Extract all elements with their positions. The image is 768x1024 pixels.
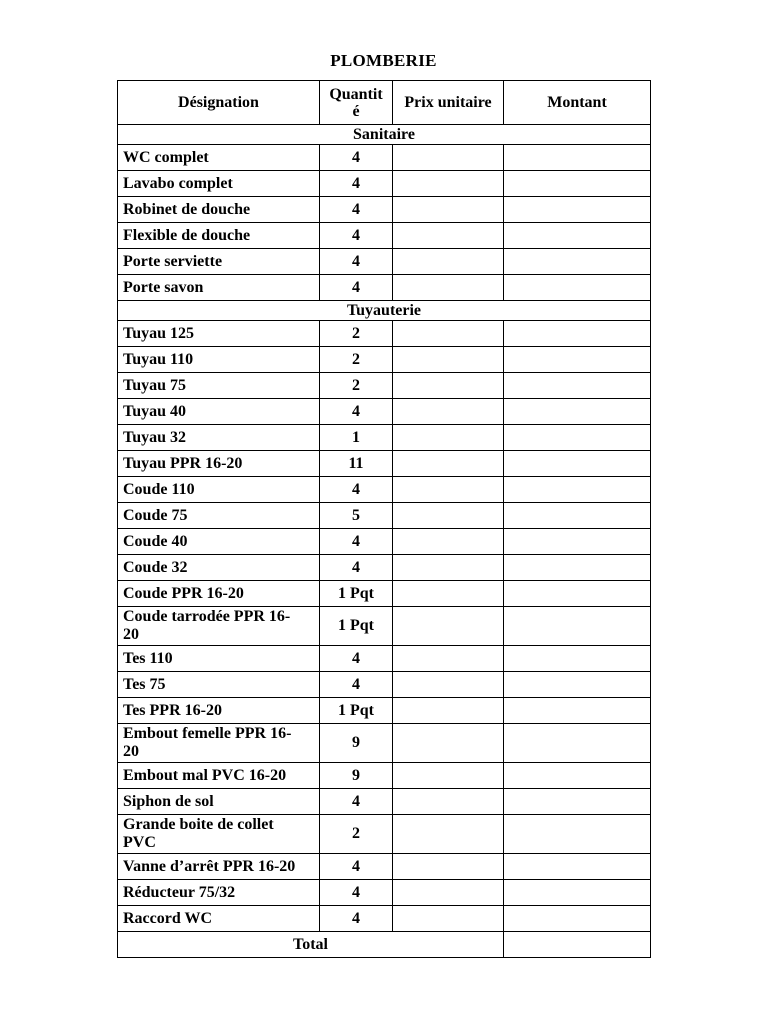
cell-quantite: 1 Pqt (320, 698, 393, 724)
cell-montant (504, 815, 651, 854)
table-row (118, 399, 651, 425)
cell-montant (504, 223, 651, 249)
table-row (118, 197, 651, 223)
cell-quantite: 1 Pqt (320, 607, 393, 646)
table-row (118, 555, 651, 581)
cell-quantite: 11 (320, 451, 393, 477)
cell-quantite: 4 (320, 555, 393, 581)
cell-designation: Porte serviette (118, 249, 320, 275)
total-row (118, 932, 651, 958)
table-row (118, 672, 651, 698)
col-header-quantite-label: Quantité (329, 85, 383, 120)
cell-montant (504, 477, 651, 503)
cell-designation: Tuyau 125 (118, 321, 320, 347)
cell-montant (504, 672, 651, 698)
cell-designation: Siphon de sol (118, 789, 320, 815)
table-row (118, 477, 651, 503)
cell-quantite: 4 (320, 854, 393, 880)
cell-designation: Tuyau PPR 16-20 (118, 451, 320, 477)
cell-prix-unitaire (393, 145, 504, 171)
section-row (118, 125, 651, 145)
cell-designation: Tuyau 75 (118, 373, 320, 399)
table-row (118, 275, 651, 301)
table-row (118, 906, 651, 932)
cell-montant (504, 425, 651, 451)
cell-designation: Coude 110 (118, 477, 320, 503)
cell-designation: Coude 75 (118, 503, 320, 529)
cell-montant (504, 249, 651, 275)
cell-montant (504, 880, 651, 906)
cell-montant (504, 789, 651, 815)
cell-prix-unitaire (393, 503, 504, 529)
cell-montant (504, 171, 651, 197)
cell-designation: Réducteur 75/32 (118, 880, 320, 906)
cell-designation: Lavabo complet (118, 171, 320, 197)
cell-montant (504, 607, 651, 646)
cell-prix-unitaire (393, 763, 504, 789)
cell-designation: Coude 40 (118, 529, 320, 555)
table-row (118, 425, 651, 451)
table-row (118, 607, 651, 646)
section-label: Tuyauterie (118, 301, 651, 321)
cell-quantite: 4 (320, 171, 393, 197)
cell-prix-unitaire (393, 646, 504, 672)
cell-quantite: 9 (320, 724, 393, 763)
page-title: PLOMBERIE (330, 51, 437, 70)
cell-montant (504, 724, 651, 763)
cell-prix-unitaire (393, 425, 504, 451)
cell-quantite: 2 (320, 347, 393, 373)
cell-quantite: 4 (320, 789, 393, 815)
cell-quantite: 4 (320, 529, 393, 555)
table-row (118, 347, 651, 373)
table-row (118, 880, 651, 906)
document-content (117, 51, 650, 958)
cell-prix-unitaire (393, 672, 504, 698)
table-row (118, 223, 651, 249)
cell-designation: Robinet de douche (118, 197, 320, 223)
cell-designation: Raccord WC (118, 906, 320, 932)
cell-montant (504, 197, 651, 223)
cell-designation: Tuyau 32 (118, 425, 320, 451)
cell-designation: Coude PPR 16-20 (118, 581, 320, 607)
table-body (118, 125, 651, 958)
cell-designation: Embout femelle PPR 16-20 (118, 724, 320, 763)
cell-prix-unitaire (393, 854, 504, 880)
cell-designation: Flexible de douche (118, 223, 320, 249)
cell-prix-unitaire (393, 275, 504, 301)
total-montant (504, 932, 651, 958)
table-row (118, 815, 651, 854)
cell-designation: Tes 110 (118, 646, 320, 672)
cell-quantite: 4 (320, 906, 393, 932)
cell-designation: Tes 75 (118, 672, 320, 698)
cell-prix-unitaire (393, 581, 504, 607)
cell-quantite: 4 (320, 646, 393, 672)
cell-montant (504, 529, 651, 555)
cell-prix-unitaire (393, 451, 504, 477)
cell-designation: WC complet (118, 145, 320, 171)
cell-designation: Coude 32 (118, 555, 320, 581)
cell-montant (504, 321, 651, 347)
cell-designation: Tes PPR 16-20 (118, 698, 320, 724)
table-row (118, 789, 651, 815)
cell-montant (504, 854, 651, 880)
section-label: Sanitaire (118, 125, 651, 145)
table-row (118, 249, 651, 275)
cell-prix-unitaire (393, 399, 504, 425)
total-label: Total (118, 932, 504, 958)
cell-prix-unitaire (393, 607, 504, 646)
table-row (118, 171, 651, 197)
cell-prix-unitaire (393, 197, 504, 223)
cell-prix-unitaire (393, 223, 504, 249)
cell-quantite: 2 (320, 815, 393, 854)
table-row (118, 698, 651, 724)
table-row (118, 503, 651, 529)
table-row (118, 763, 651, 789)
cell-quantite: 5 (320, 503, 393, 529)
cell-designation: Tuyau 110 (118, 347, 320, 373)
table-row (118, 724, 651, 763)
cell-quantite: 4 (320, 223, 393, 249)
cell-montant (504, 906, 651, 932)
table-row (118, 321, 651, 347)
cell-montant (504, 503, 651, 529)
cell-designation: Vanne d’arrêt PPR 16-20 (118, 854, 320, 880)
cell-prix-unitaire (393, 373, 504, 399)
cell-montant (504, 347, 651, 373)
cell-designation: Grande boite de collet PVC (118, 815, 320, 854)
col-header-montant: Montant (504, 81, 651, 125)
cell-montant (504, 581, 651, 607)
cell-quantite: 4 (320, 477, 393, 503)
cell-prix-unitaire (393, 906, 504, 932)
cell-quantite: 4 (320, 249, 393, 275)
table-row (118, 451, 651, 477)
cell-quantite: 4 (320, 275, 393, 301)
section-row (118, 301, 651, 321)
cell-prix-unitaire (393, 789, 504, 815)
cell-quantite: 1 Pqt (320, 581, 393, 607)
col-header-quantite (320, 81, 393, 125)
cell-prix-unitaire (393, 880, 504, 906)
col-header-prix-unitaire: Prix unitaire (393, 81, 504, 125)
cell-prix-unitaire (393, 249, 504, 275)
cell-quantite: 4 (320, 399, 393, 425)
cell-prix-unitaire (393, 171, 504, 197)
cell-montant (504, 399, 651, 425)
table-row (118, 854, 651, 880)
cell-quantite: 2 (320, 321, 393, 347)
cell-montant (504, 555, 651, 581)
cell-designation: Coude tarrodée PPR 16-20 (118, 607, 320, 646)
cell-montant (504, 646, 651, 672)
cell-montant (504, 145, 651, 171)
cell-quantite: 4 (320, 197, 393, 223)
cell-prix-unitaire (393, 724, 504, 763)
cell-quantite: 4 (320, 672, 393, 698)
cell-quantite: 9 (320, 763, 393, 789)
table-row (118, 373, 651, 399)
cell-prix-unitaire (393, 698, 504, 724)
cell-quantite: 2 (320, 373, 393, 399)
plumbing-table (117, 80, 651, 958)
col-header-designation: Désignation (118, 81, 320, 125)
cell-quantite: 4 (320, 145, 393, 171)
table-row (118, 145, 651, 171)
cell-quantite: 1 (320, 425, 393, 451)
cell-prix-unitaire (393, 477, 504, 503)
cell-prix-unitaire (393, 555, 504, 581)
table-row (118, 646, 651, 672)
header-row (118, 81, 651, 125)
cell-montant (504, 451, 651, 477)
cell-prix-unitaire (393, 529, 504, 555)
table-row (118, 529, 651, 555)
cell-montant (504, 275, 651, 301)
cell-quantite: 4 (320, 880, 393, 906)
cell-montant (504, 373, 651, 399)
cell-designation: Porte savon (118, 275, 320, 301)
cell-montant (504, 763, 651, 789)
cell-designation: Embout mal PVC 16-20 (118, 763, 320, 789)
cell-prix-unitaire (393, 815, 504, 854)
cell-prix-unitaire (393, 321, 504, 347)
cell-montant (504, 698, 651, 724)
table-row (118, 581, 651, 607)
cell-designation: Tuyau 40 (118, 399, 320, 425)
cell-prix-unitaire (393, 347, 504, 373)
